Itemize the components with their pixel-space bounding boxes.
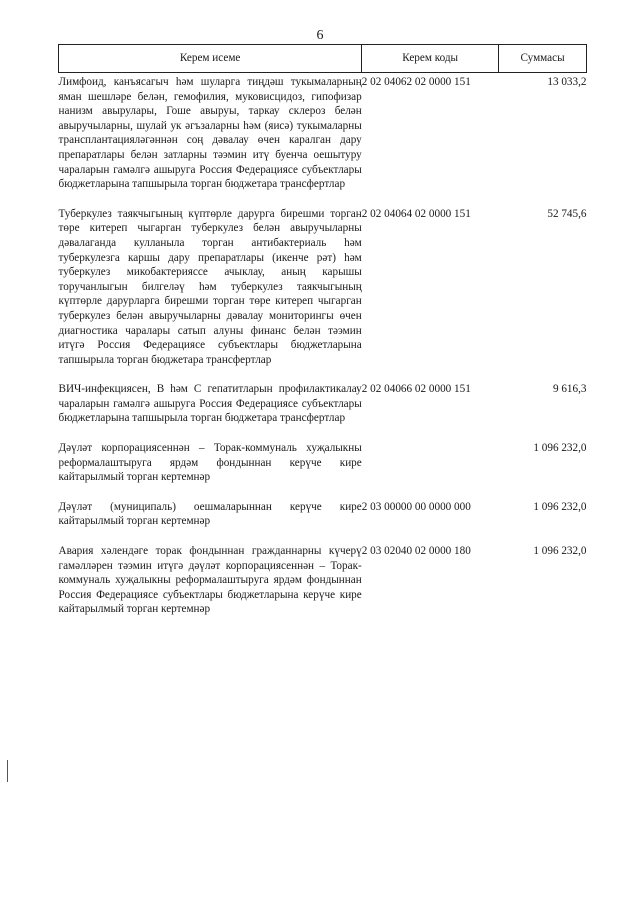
- scan-artifact-line: [7, 760, 8, 782]
- row-name: Дәүләт корпорациясеннән – Торак-коммуналь хуҗалыкны реформалаштыруга ярдәм фондыннан керүче кире кайтарылмый торган кертемнәр: [58, 442, 362, 484]
- row-code: 2 02 04064 02 0000 151: [361, 207, 471, 220]
- row-name: ВИЧ-инфекциясен, В һәм С гепатитларын профилактикалау чараларын гамәлгә ашыруга Россия Федерациясе субъектлары бюджетларына тапшырыла торган бюджетара трансфертлар: [58, 383, 362, 425]
- row-name: Дәүләт (муниципаль) оешмаларыннан керүче кире кайтарылмый торган кертемнәр: [58, 500, 362, 528]
- table-row: [59, 500, 587, 529]
- row-sum: 1 096 232,0: [533, 442, 587, 455]
- income-table: [58, 44, 587, 617]
- row-name: Туберкулез таякчыгының күптөрле дарурга бирешми торган төре китереп чыгарган туберкулез белән авыручыларны дәвалаганда кулланыла торган антибактериаль һәм туберкулезга каршы дару препаратлары (икенче рәт) һәм туберкулез микобактерияссе ачыклау, аның карышы торучанлыгын билгеләү һәм туберкулез таякчыгының күптөрле дарурларга бирешми торган төре китереп чыгарган туберкулез белән авыручыларны дәвалау мониторингы өчен диагностика чаралары сатып алуны финанс белән тәэмин итүгә Россия Федерациясе субъектлары бюджетларына тапшырыла торган бюджетара трансфертлар: [58, 207, 362, 366]
- row-sum: 52 745,6: [547, 207, 587, 220]
- table-row: [59, 73, 587, 192]
- row-code: 2 03 02040 02 0000 180: [361, 545, 471, 558]
- table-header-row: [59, 45, 587, 73]
- row-code: 2 03 00000 00 0000 000: [361, 500, 471, 513]
- row-code: 2 02 04066 02 0000 151: [361, 383, 471, 396]
- table-row: [59, 544, 587, 617]
- row-sum: 13 033,2: [547, 76, 587, 88]
- row-name: Лимфоид, канъясагыч һәм шуларга тиңдәш тукымаларның яман шешләре белән, гемофилия, муковисцидоз, гипофизар нанизм авырулары, Гоше авыруы, таркау склероз белән авыручыларны, шулай ук әгъзаларны һәм (яисә) тукымаларны трансплантацияләгәннән соң дәвалау өчен каралган дару препаратлары белән затларны тәэмин итү буенча оешытуру чараларын гамәлгә ашыруга Россия Федерациясе субъектлары бюджетларына тапшырыла торган бюджетара трансфертлар: [58, 76, 362, 191]
- table-row: [59, 441, 587, 485]
- row-code: 2 02 04062 02 0000 151: [361, 76, 471, 88]
- page-number: 6: [316, 28, 324, 43]
- header-code: Керем коды: [362, 45, 499, 73]
- row-code: [362, 441, 499, 485]
- table-row: [59, 207, 587, 368]
- row-sum: 1 096 232,0: [533, 500, 587, 513]
- row-name: Авария хәлендәге торак фондыннан гражданнарны күчерү гамәлләрен тәэмин итүгә дәүләт корпорациясеннән – Торак-коммуналь хуҗалыкны реформалаштыруга ярдәм фондыннан Россия Федерациясе субъектлары бюджетларына керүче кире кайтарылмый торган кертемнәр: [58, 545, 362, 616]
- row-sum: 9 616,3: [552, 383, 587, 396]
- table-row: [59, 382, 587, 426]
- row-sum: 1 096 232,0: [533, 545, 587, 558]
- header-sum: Суммасы: [499, 45, 587, 73]
- header-name: Керем исеме: [59, 45, 362, 73]
